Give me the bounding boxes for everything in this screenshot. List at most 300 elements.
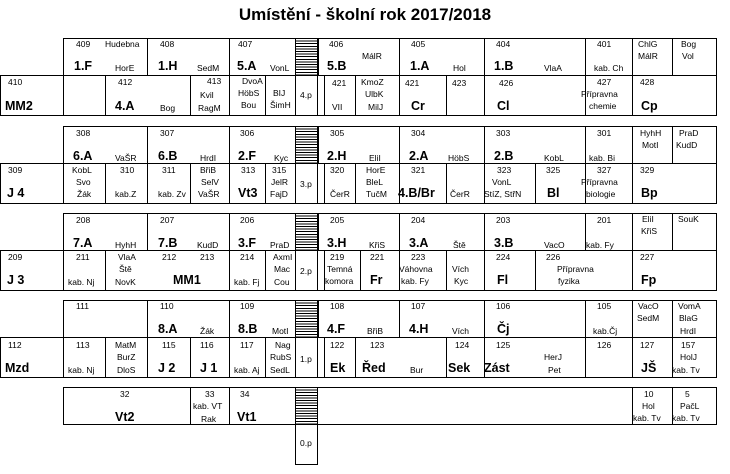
room-label: 310 <box>120 165 135 175</box>
room-label: 2.p <box>300 266 312 276</box>
room-label: VacO <box>544 240 565 250</box>
room-label: 321 <box>411 165 426 175</box>
room-name: Cl <box>497 99 510 113</box>
room-label: KobL <box>544 153 564 163</box>
room-label: 323 <box>497 165 512 175</box>
room-name: Fl <box>497 273 509 287</box>
room-divider <box>399 213 400 251</box>
room-label: ChlG <box>638 39 658 49</box>
room-divider <box>147 38 148 76</box>
room-label: DvoA <box>242 76 263 86</box>
room-label: 427 <box>597 77 612 87</box>
room-label: kab. Ch <box>594 63 624 73</box>
room-name: MM2 <box>5 99 33 113</box>
room-label: kab. Tv <box>672 365 700 375</box>
room-label: 408 <box>160 39 175 49</box>
room-label: 112 <box>8 340 22 350</box>
room-label: Mac <box>274 264 291 274</box>
room-label: 224 <box>496 252 511 262</box>
room-divider <box>632 38 633 76</box>
room-label: KřiS <box>369 240 386 250</box>
room-label: VomA <box>678 301 701 311</box>
room-label: 327 <box>597 165 612 175</box>
room-divider <box>484 126 485 164</box>
room-divider <box>585 337 586 378</box>
room-name: Vt3 <box>238 186 258 200</box>
room-divider <box>484 213 485 251</box>
room-label: Váhovna <box>399 264 433 274</box>
room-label: 311 <box>162 165 176 175</box>
room-divider <box>190 163 191 204</box>
room-divider <box>147 213 148 251</box>
room-name: J 3 <box>7 273 25 287</box>
room-name: Fr <box>370 273 383 287</box>
room-label: kab. Nj <box>68 365 95 375</box>
room-label: kab. Fj <box>234 277 260 287</box>
room-label: HolJ <box>680 352 698 362</box>
room-label: HyhH <box>115 240 137 250</box>
room-name: Sek <box>448 361 471 375</box>
room-label: Kyc <box>454 276 469 286</box>
room-label: 209 <box>8 252 23 262</box>
room-name: 6.B <box>158 149 178 163</box>
room-divider <box>63 337 64 378</box>
room-divider <box>632 250 633 291</box>
room-divider <box>229 387 230 425</box>
room-name: Bl <box>547 186 560 200</box>
room-divider <box>399 300 400 338</box>
room-divider <box>585 38 586 76</box>
room-label: MotI <box>642 140 659 150</box>
room-label: 122 <box>330 340 345 350</box>
room-name: 2.B <box>494 149 514 163</box>
room-name: 4.H <box>409 322 429 336</box>
room-label: Pet <box>548 365 561 375</box>
room-label: Přípravna <box>581 89 618 99</box>
room-name: JŠ <box>641 361 657 375</box>
room-divider <box>229 213 230 251</box>
room-label: 201 <box>597 215 612 225</box>
room-name: 1.A <box>410 59 430 73</box>
room-name: 1.H <box>158 59 178 73</box>
room-divider <box>318 213 319 251</box>
room-label: 157 <box>681 340 696 350</box>
room-label: HöbS <box>238 88 260 98</box>
room-label: 305 <box>330 128 345 138</box>
room-label: KudD <box>197 240 219 250</box>
room-label: 203 <box>496 215 511 225</box>
room-label: PačL <box>680 401 700 411</box>
room-label: KřiS <box>641 226 658 236</box>
room-divider <box>360 250 361 291</box>
room-label: 110 <box>160 301 174 311</box>
room-label: JelR <box>271 177 289 187</box>
room-divider <box>484 38 485 76</box>
room-label: KmoZ <box>361 77 384 87</box>
room-divider <box>147 300 148 338</box>
room-label: 126 <box>597 340 612 350</box>
room-label: Bog <box>160 103 176 113</box>
room-name: 2.A <box>409 149 429 163</box>
room-label: 303 <box>496 128 511 138</box>
room-label: Hol <box>453 63 466 73</box>
room-label: 111 <box>76 301 89 311</box>
room-divider <box>672 213 673 251</box>
room-label: 221 <box>370 252 385 262</box>
room-label: kab. Aj <box>234 365 260 375</box>
room-label: Bou <box>241 100 257 110</box>
room-divider <box>105 75 106 116</box>
room-label: DloS <box>117 365 136 375</box>
room-label: MálR <box>362 51 382 61</box>
stairwell-floor2 <box>295 213 318 251</box>
room-divider <box>318 38 319 76</box>
room-label: 116 <box>200 340 214 350</box>
room-label: HorE <box>366 165 386 175</box>
room-label: MotI <box>272 326 289 336</box>
floor0-block <box>63 387 717 425</box>
room-label: chemie <box>589 101 617 111</box>
room-label: 226 <box>546 252 561 262</box>
room-divider <box>105 337 106 378</box>
room-divider <box>484 250 485 291</box>
room-label: BurZ <box>117 352 136 362</box>
room-label: 223 <box>411 252 426 262</box>
room-label: HöbS <box>448 153 470 163</box>
room-divider <box>632 213 633 251</box>
room-divider <box>324 163 325 204</box>
room-label: HerJ <box>544 352 562 362</box>
room-label: 124 <box>455 340 470 350</box>
room-label: 125 <box>496 340 511 350</box>
room-divider <box>632 163 633 204</box>
room-label: kab. Fy <box>401 276 429 286</box>
room-name: 8.A <box>158 322 178 336</box>
room-label: 105 <box>597 301 612 311</box>
room-label: 123 <box>370 340 385 350</box>
room-label: Hol <box>642 401 655 411</box>
room-label: Žák <box>77 189 92 199</box>
room-label: MatM <box>115 340 137 350</box>
room-label: Nag <box>275 340 291 350</box>
room-label: 423 <box>452 78 467 88</box>
room-divider <box>632 126 633 164</box>
room-divider <box>265 250 266 291</box>
room-label: 127 <box>640 340 655 350</box>
room-label: 404 <box>496 39 511 49</box>
room-label: Vích <box>452 264 470 274</box>
room-label: biologie <box>586 189 616 199</box>
room-divider <box>190 75 191 116</box>
room-label: 406 <box>329 39 344 49</box>
room-divider <box>63 163 64 204</box>
room-label: 405 <box>411 39 426 49</box>
room-label: 207 <box>160 215 175 225</box>
room-divider <box>147 126 148 164</box>
room-name: 3.H <box>327 236 347 250</box>
room-label: kab. Bi <box>589 153 615 163</box>
room-name: Vt1 <box>237 410 257 424</box>
room-label: 32 <box>120 389 130 399</box>
room-name: J 2 <box>158 361 176 375</box>
room-label: 401 <box>597 39 612 49</box>
room-divider <box>355 163 356 204</box>
room-label: BlaG <box>679 313 698 323</box>
room-label: Bog <box>681 39 697 49</box>
room-name: Fp <box>641 273 657 287</box>
room-label: VaŠR <box>198 189 220 199</box>
room-divider <box>318 126 319 164</box>
room-name: 8.B <box>238 322 258 336</box>
room-label: kab. Tv <box>672 413 700 423</box>
room-label: Přípravna <box>581 177 618 187</box>
room-label: 10 <box>644 389 654 399</box>
room-label: SedM <box>637 313 660 323</box>
room-label: Svo <box>76 177 91 187</box>
room-label: 306 <box>240 128 255 138</box>
room-label: 1.p <box>300 354 312 364</box>
room-label: 115 <box>162 340 176 350</box>
room-label: 106 <box>496 301 511 311</box>
room-label: VacO <box>638 301 659 311</box>
room-name: J 4 <box>7 186 25 200</box>
page-title: Umístění - školní rok 2017/2018 <box>238 5 492 24</box>
room-label: TučM <box>366 189 387 199</box>
room-divider <box>63 250 64 291</box>
room-label: Žák <box>200 326 215 336</box>
room-label: AxmI <box>273 252 293 262</box>
room-label: BIJ <box>273 88 286 98</box>
room-label: ČerR <box>450 189 470 199</box>
room-label: 34 <box>240 389 250 399</box>
room-label: 325 <box>546 165 561 175</box>
room-label: 0.p <box>300 438 312 448</box>
floor2-lower-block <box>0 250 717 291</box>
room-name: 2.F <box>238 149 257 163</box>
room-name: Vt2 <box>115 410 135 424</box>
room-name: 3.A <box>409 236 429 250</box>
room-divider <box>535 163 536 204</box>
room-label: kab. Tv <box>633 413 661 423</box>
room-divider <box>229 126 230 164</box>
room-name: Čj <box>497 322 510 336</box>
room-name: 7.B <box>158 236 178 250</box>
room-divider <box>147 163 148 204</box>
room-divider <box>105 163 106 204</box>
room-label: 219 <box>330 252 345 262</box>
room-label: 412 <box>118 77 133 87</box>
room-label: 108 <box>330 301 345 311</box>
room-label: 113 <box>76 340 90 350</box>
room-divider <box>399 126 400 164</box>
room-divider <box>484 75 485 116</box>
room-label: VlaA <box>544 63 562 73</box>
room-label: HrdI <box>200 153 217 163</box>
room-label: MilJ <box>368 102 384 112</box>
room-label: FajD <box>270 189 288 199</box>
room-label: HrdI <box>680 326 697 336</box>
room-divider <box>63 75 64 116</box>
room-divider <box>446 337 447 378</box>
room-divider <box>147 337 148 378</box>
room-divider <box>324 337 325 378</box>
room-divider <box>265 337 266 378</box>
room-label: Přípravna <box>557 264 594 274</box>
room-name: Ek <box>330 361 346 375</box>
room-label: 301 <box>597 128 612 138</box>
room-label: kab. Zv <box>158 189 186 199</box>
room-divider <box>399 38 400 76</box>
room-label: Ště <box>453 240 466 250</box>
room-label: EliI <box>642 214 654 224</box>
room-name: Cp <box>641 99 658 113</box>
room-name: 1.B <box>494 59 514 73</box>
room-label: 3.p <box>300 179 312 189</box>
room-divider <box>632 300 633 338</box>
room-label: Vol <box>682 51 694 61</box>
room-label: 214 <box>240 252 255 262</box>
room-label: 320 <box>330 165 345 175</box>
room-label: 329 <box>640 165 655 175</box>
room-divider <box>105 250 106 291</box>
room-label: Kyc <box>274 153 289 163</box>
room-name: 4.B/Br <box>398 186 435 200</box>
room-divider <box>190 337 191 378</box>
room-label: 308 <box>76 128 91 138</box>
room-label: Kvil <box>200 90 214 100</box>
stairwell-floor0 <box>295 387 318 425</box>
room-label: 227 <box>640 252 655 262</box>
room-label: VonL <box>270 63 290 73</box>
room-label: 409 <box>76 39 91 49</box>
room-label: kab. Nj <box>68 277 95 287</box>
room-divider <box>229 75 230 116</box>
room-label: 206 <box>240 215 255 225</box>
room-name: 3.B <box>494 236 514 250</box>
room-label: 213 <box>200 252 215 262</box>
room-divider <box>484 300 485 338</box>
room-divider <box>632 75 633 116</box>
room-divider <box>190 387 191 425</box>
room-name: Řed <box>362 361 386 375</box>
room-divider <box>446 163 447 204</box>
room-label: Rak <box>201 414 217 424</box>
room-divider <box>265 163 266 204</box>
room-label: ČerR <box>330 189 350 199</box>
room-divider <box>229 250 230 291</box>
room-label: kab.Z <box>115 189 137 199</box>
room-label: Hudebna <box>105 39 140 49</box>
room-divider <box>229 300 230 338</box>
room-label: BleL <box>366 177 384 187</box>
room-name: Zást <box>484 361 510 375</box>
room-label: 4.p <box>300 90 312 100</box>
room-label: 107 <box>411 301 426 311</box>
room-name: 4.A <box>115 99 135 113</box>
room-label: 428 <box>640 77 655 87</box>
room-label: Vích <box>452 326 470 336</box>
room-name: 6.A <box>73 149 93 163</box>
room-label: NovK <box>115 277 136 287</box>
room-label: Bur <box>410 365 424 375</box>
room-label: ŠimH <box>270 100 291 110</box>
room-divider <box>355 337 356 378</box>
room-label: PraD <box>679 128 699 138</box>
room-label: VonL <box>492 177 512 187</box>
room-label: komora <box>325 276 354 286</box>
room-divider <box>672 38 673 76</box>
room-label: SedM <box>197 63 220 73</box>
room-name: 4.F <box>327 322 346 336</box>
room-label: BřiB <box>367 326 384 336</box>
room-label: kab. VT <box>193 401 223 411</box>
room-label: 413 <box>207 76 222 86</box>
room-label: 109 <box>240 301 255 311</box>
room-label: UlbK <box>365 89 384 99</box>
room-label: VaŠR <box>115 153 137 163</box>
room-label: 309 <box>8 165 23 175</box>
room-label: StíZ, StřN <box>484 189 522 199</box>
stairwell-floor3 <box>295 126 318 164</box>
room-label: 205 <box>330 215 345 225</box>
room-label: BřiB <box>200 165 217 175</box>
room-name: 2.H <box>327 149 347 163</box>
room-label: SouK <box>678 214 699 224</box>
room-label: kab.Čj <box>593 326 618 336</box>
room-divider <box>265 75 266 116</box>
room-label: 407 <box>238 39 253 49</box>
room-label: fyzika <box>558 276 580 286</box>
room-label: MálR <box>638 51 658 61</box>
room-label: Cou <box>274 277 290 287</box>
room-label: 304 <box>411 128 426 138</box>
room-label: SelV <box>201 177 219 187</box>
room-label: 421 <box>405 78 420 88</box>
room-label: 212 <box>162 252 177 262</box>
room-divider <box>446 75 447 116</box>
room-label: 117 <box>240 340 254 350</box>
room-name: 5.A <box>237 59 257 73</box>
room-label: RagM <box>198 103 221 113</box>
room-label: 208 <box>76 215 91 225</box>
room-label: 313 <box>241 165 256 175</box>
room-label: 204 <box>411 215 426 225</box>
room-label: Temná <box>327 264 353 274</box>
room-divider <box>535 250 536 291</box>
room-divider <box>399 75 400 116</box>
room-divider <box>229 163 230 204</box>
room-name: 3.F <box>238 236 257 250</box>
room-name: Mzd <box>5 361 30 375</box>
room-label: 211 <box>76 252 90 262</box>
room-label: SedL <box>270 365 290 375</box>
room-name: Cr <box>411 99 425 113</box>
room-divider <box>229 337 230 378</box>
room-name: MM1 <box>173 273 201 287</box>
room-name: 5.B <box>327 59 347 73</box>
room-label: Ště <box>119 264 132 274</box>
room-label: kab. Fy <box>586 240 614 250</box>
room-name: 7.A <box>73 236 93 250</box>
room-name: Bp <box>641 186 658 200</box>
room-label: 307 <box>160 128 175 138</box>
room-name: 1.F <box>74 59 93 73</box>
room-label: VlaA <box>118 252 136 262</box>
room-label: 421 <box>332 78 347 88</box>
room-label: 5 <box>685 389 690 399</box>
room-label: HyhH <box>640 128 662 138</box>
room-label: HorE <box>115 63 135 73</box>
